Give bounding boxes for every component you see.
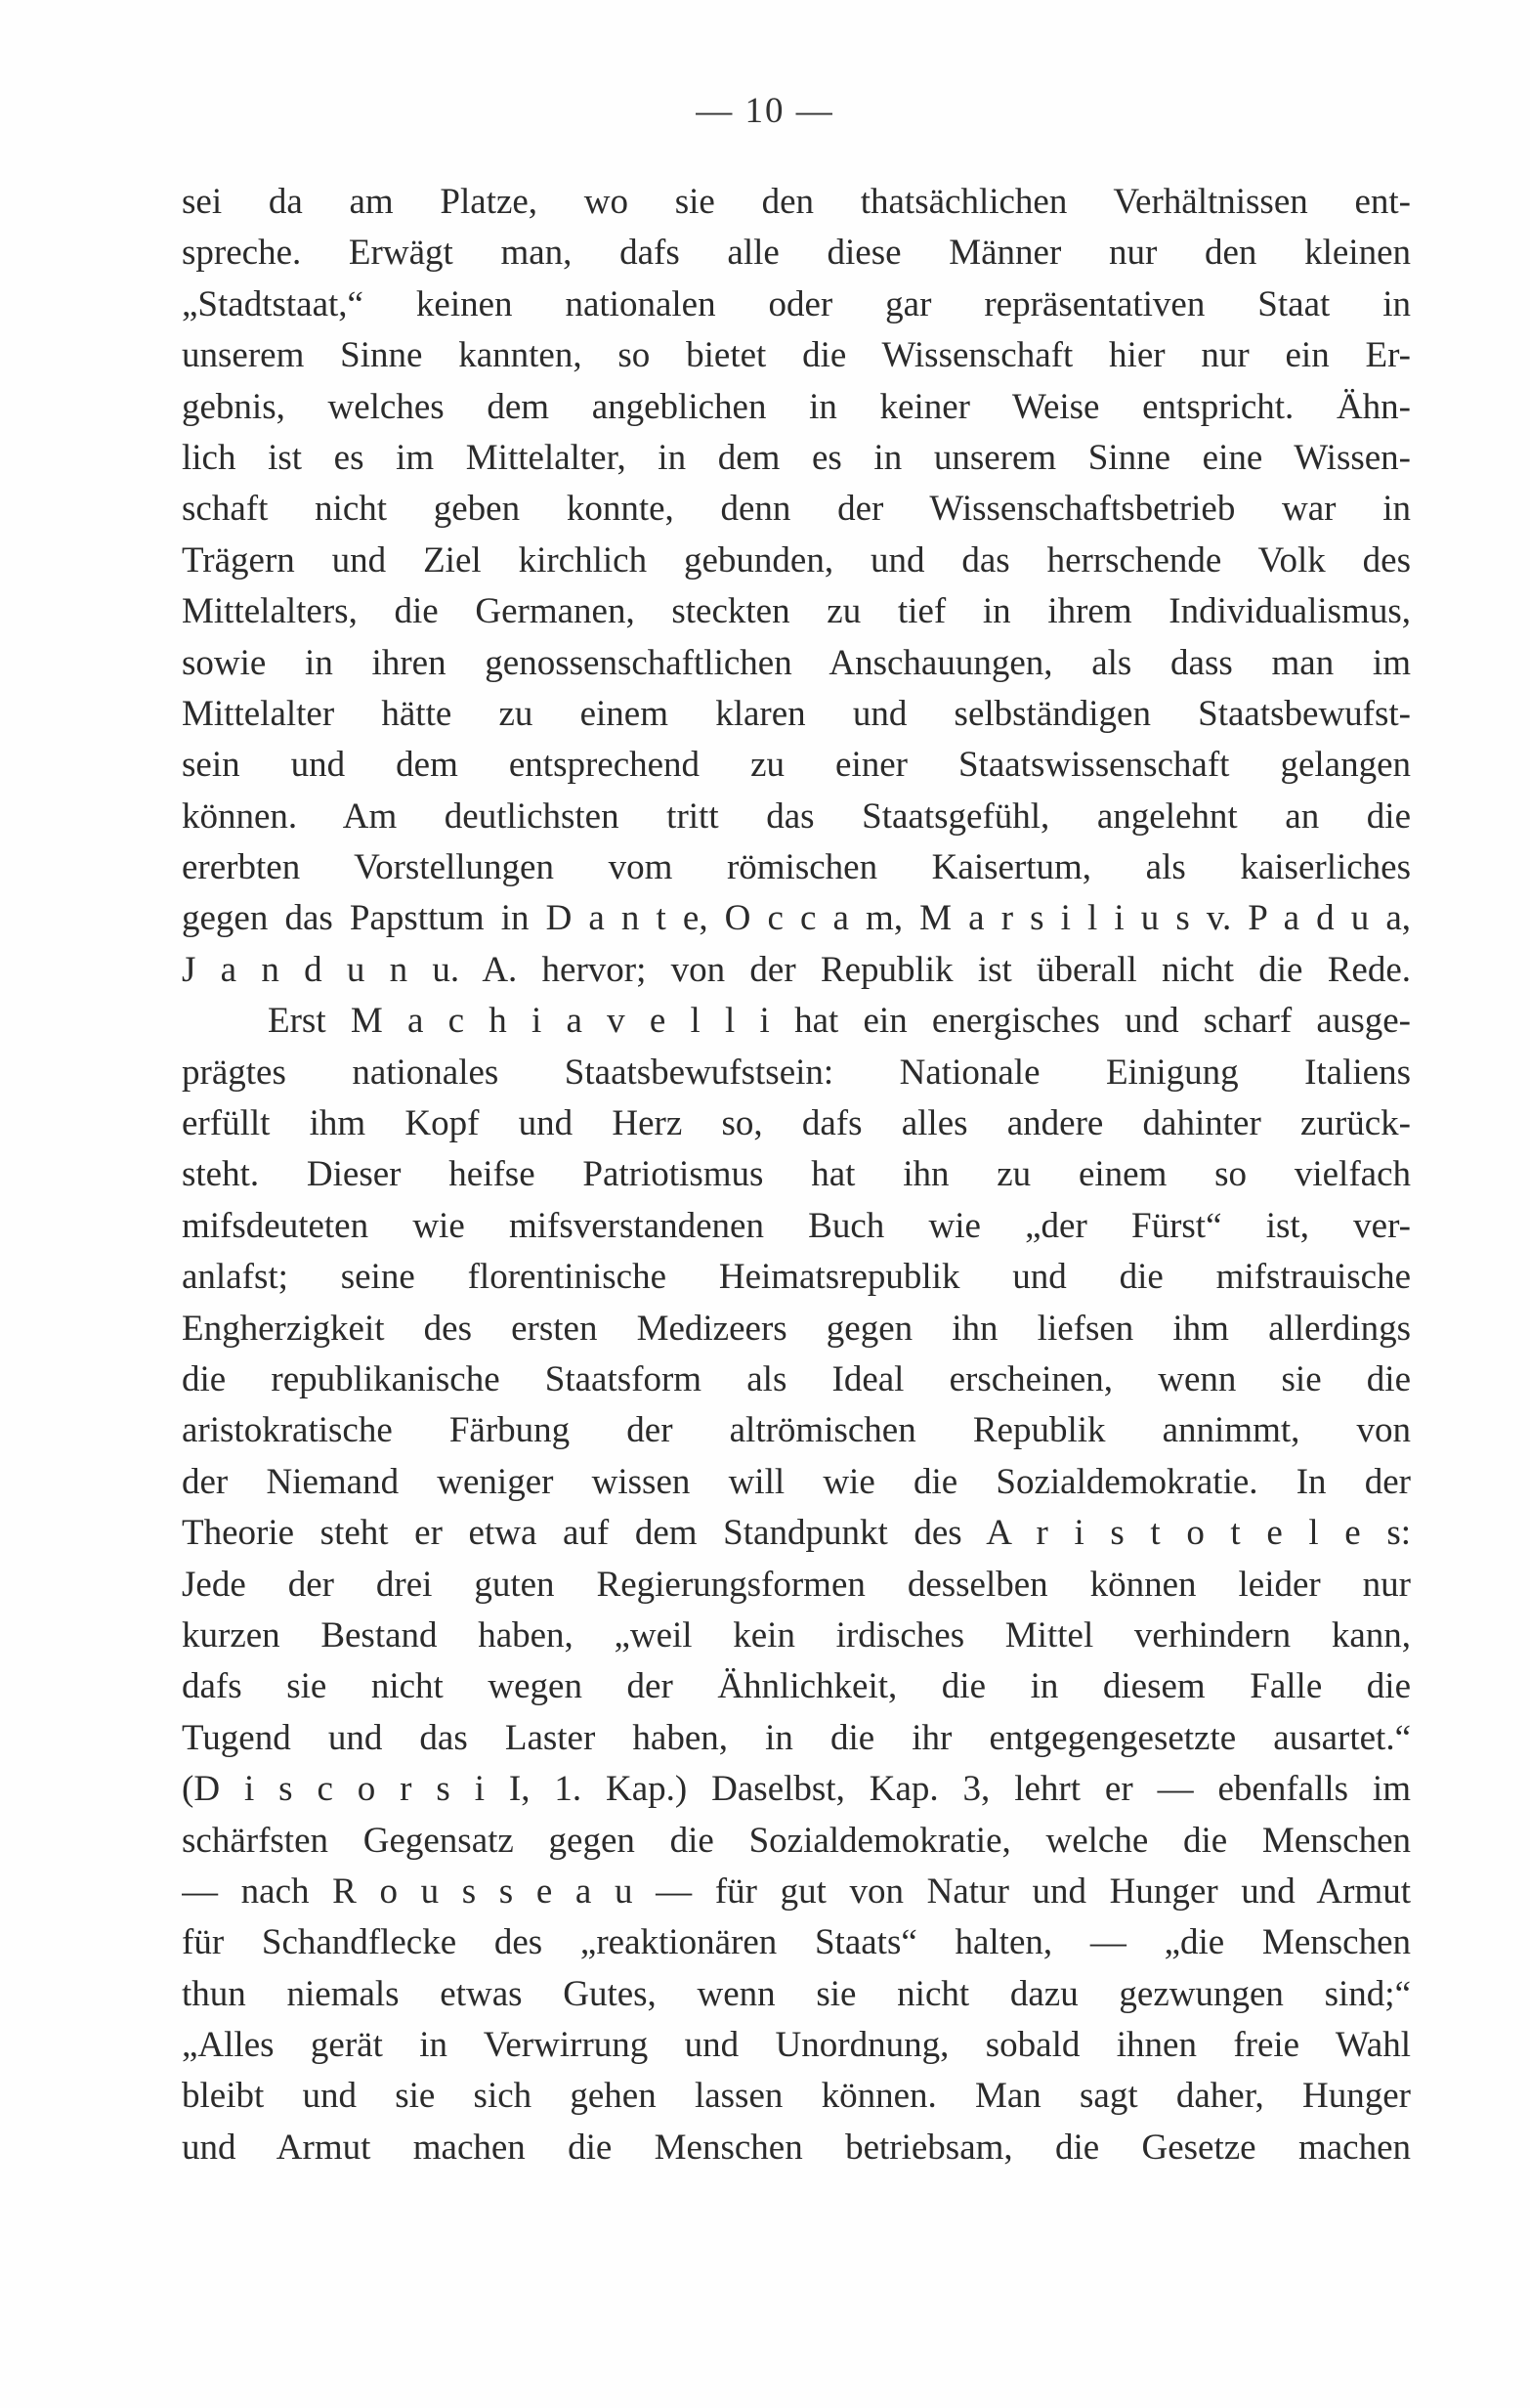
text-line: schaft nicht geben konnte, denn der Wissenschaftsbetrieb war in xyxy=(182,489,1411,530)
text-line: der Niemand weniger wissen will wie die Sozialdemokratie. In der xyxy=(182,1461,1411,1502)
text-line: lich ist es im Mittelalter, in dem es in unserem Sinne eine Wissen- xyxy=(182,437,1411,478)
text-line: „Stadtstaat,“ keinen nationalen oder gar repräsentativen Staat in xyxy=(182,283,1411,324)
text-line: spreche. Erwägt man, dafs alle diese Männer nur den kleinen xyxy=(182,233,1411,274)
text-line: (D i s c o r s i I, 1. Kap.) Daselbst, Kap. 3, lehrt er — ebenfalls im xyxy=(182,1769,1411,1810)
text-line: dafs sie nicht wegen der Ähnlichkeit, die in diesem Falle die xyxy=(182,1666,1411,1707)
text-line: steht. Dieser heifse Patriotismus hat ihn zu einem so vielfach xyxy=(182,1154,1411,1195)
text-line: sein und dem entsprechend zu einer Staatswissenschaft gelangen xyxy=(182,745,1411,786)
text-line: ererbten Vorstellungen vom römischen Kaisertum, als kaiserliches xyxy=(182,847,1411,888)
text-line: Jede der drei guten Regierungsformen desselben können leider nur xyxy=(182,1564,1411,1605)
text-line: Mittelalters, die Germanen, steckten zu tief in ihrem Individualismus, xyxy=(182,591,1411,632)
page-number: — 10 — xyxy=(696,91,834,131)
text-line: gebnis, welches dem angeblichen in keiner Weise entspricht. Ähn- xyxy=(182,386,1411,427)
text-line: unserem Sinne kannten, so bietet die Wissenschaft hier nur ein Er- xyxy=(182,335,1411,376)
text-line: können. Am deutlichsten tritt das Staatsgefühl, angelehnt an die xyxy=(182,796,1411,837)
text-line: gegen das Papsttum in D a n t e, O c c a m, M a r s i l i u s v. P a d u a, xyxy=(182,898,1411,939)
text-line: mifsdeuteten wie mifsverstandenen Buch wie „der Fürst“ ist, ver- xyxy=(182,1205,1411,1246)
text-line: aristokratische Färbung der altrömischen Republik annimmt, von xyxy=(182,1410,1411,1451)
text-line: erfüllt ihm Kopf und Herz so, dafs alles andere dahinter zurück- xyxy=(182,1103,1411,1144)
body-text xyxy=(182,177,1411,2173)
text-line: Erst M a c h i a v e l l i hat ein energisches und scharf ausge- xyxy=(268,1001,1411,1042)
text-line: Mittelalter hätte zu einem klaren und selbständigen Staatsbewufst- xyxy=(182,693,1411,734)
text-line: Trägern und Ziel kirchlich gebunden, und das herrschende Volk des xyxy=(182,539,1411,580)
text-line: thun niemals etwas Gutes, wenn sie nicht dazu gezwungen sind;“ xyxy=(182,1973,1411,2014)
text-line: schärfsten Gegensatz gegen die Sozialdemokratie, welche die Menschen xyxy=(182,1820,1411,1861)
text-line: prägtes nationales Staatsbewufstsein: Nationale Einigung Italiens xyxy=(182,1052,1411,1093)
text-line: und Armut machen die Menschen betriebsam, die Gesetze machen xyxy=(182,2127,1411,2168)
text-line: sowie in ihren genossenschaftlichen Anschauungen, als dass man im xyxy=(182,642,1411,683)
text-line: — nach R o u s s e a u — für gut von Natur und Hunger und Armut xyxy=(182,1870,1411,1912)
text-line: „Alles gerät in Verwirrung und Unordnung, sobald ihnen freie Wahl xyxy=(182,2025,1411,2066)
text-line: die republikanische Staatsform als Ideal erscheinen, wenn sie die xyxy=(182,1358,1411,1399)
text-line: Engherzigkeit des ersten Medizeers gegen ihn liefsen ihm allerdings xyxy=(182,1308,1411,1349)
text-line: für Schandflecke des „reaktionären Staats“ halten, — „die Menschen xyxy=(182,1922,1411,1963)
text-line: anlafst; seine florentinische Heimatsrepublik und die mifstrauische xyxy=(182,1257,1411,1298)
text-line: Tugend und das Laster haben, in die ihr entgegengesetzte ausartet.“ xyxy=(182,1717,1411,1758)
text-line: sei da am Platze, wo sie den thatsächlichen Verhältnissen ent- xyxy=(182,182,1411,222)
text-line: Theorie steht er etwa auf dem Standpunkt des A r i s t o t e l e s: xyxy=(182,1513,1411,1554)
text-line: J a n d u n u. A. hervor; von der Republik ist überall nicht die Rede. xyxy=(182,949,1411,990)
text-line: kurzen Bestand haben, „weil kein irdisches Mittel verhindern kann, xyxy=(182,1614,1411,1656)
text-line: bleibt und sie sich gehen lassen können. Man sagt daher, Hunger xyxy=(182,2076,1411,2117)
